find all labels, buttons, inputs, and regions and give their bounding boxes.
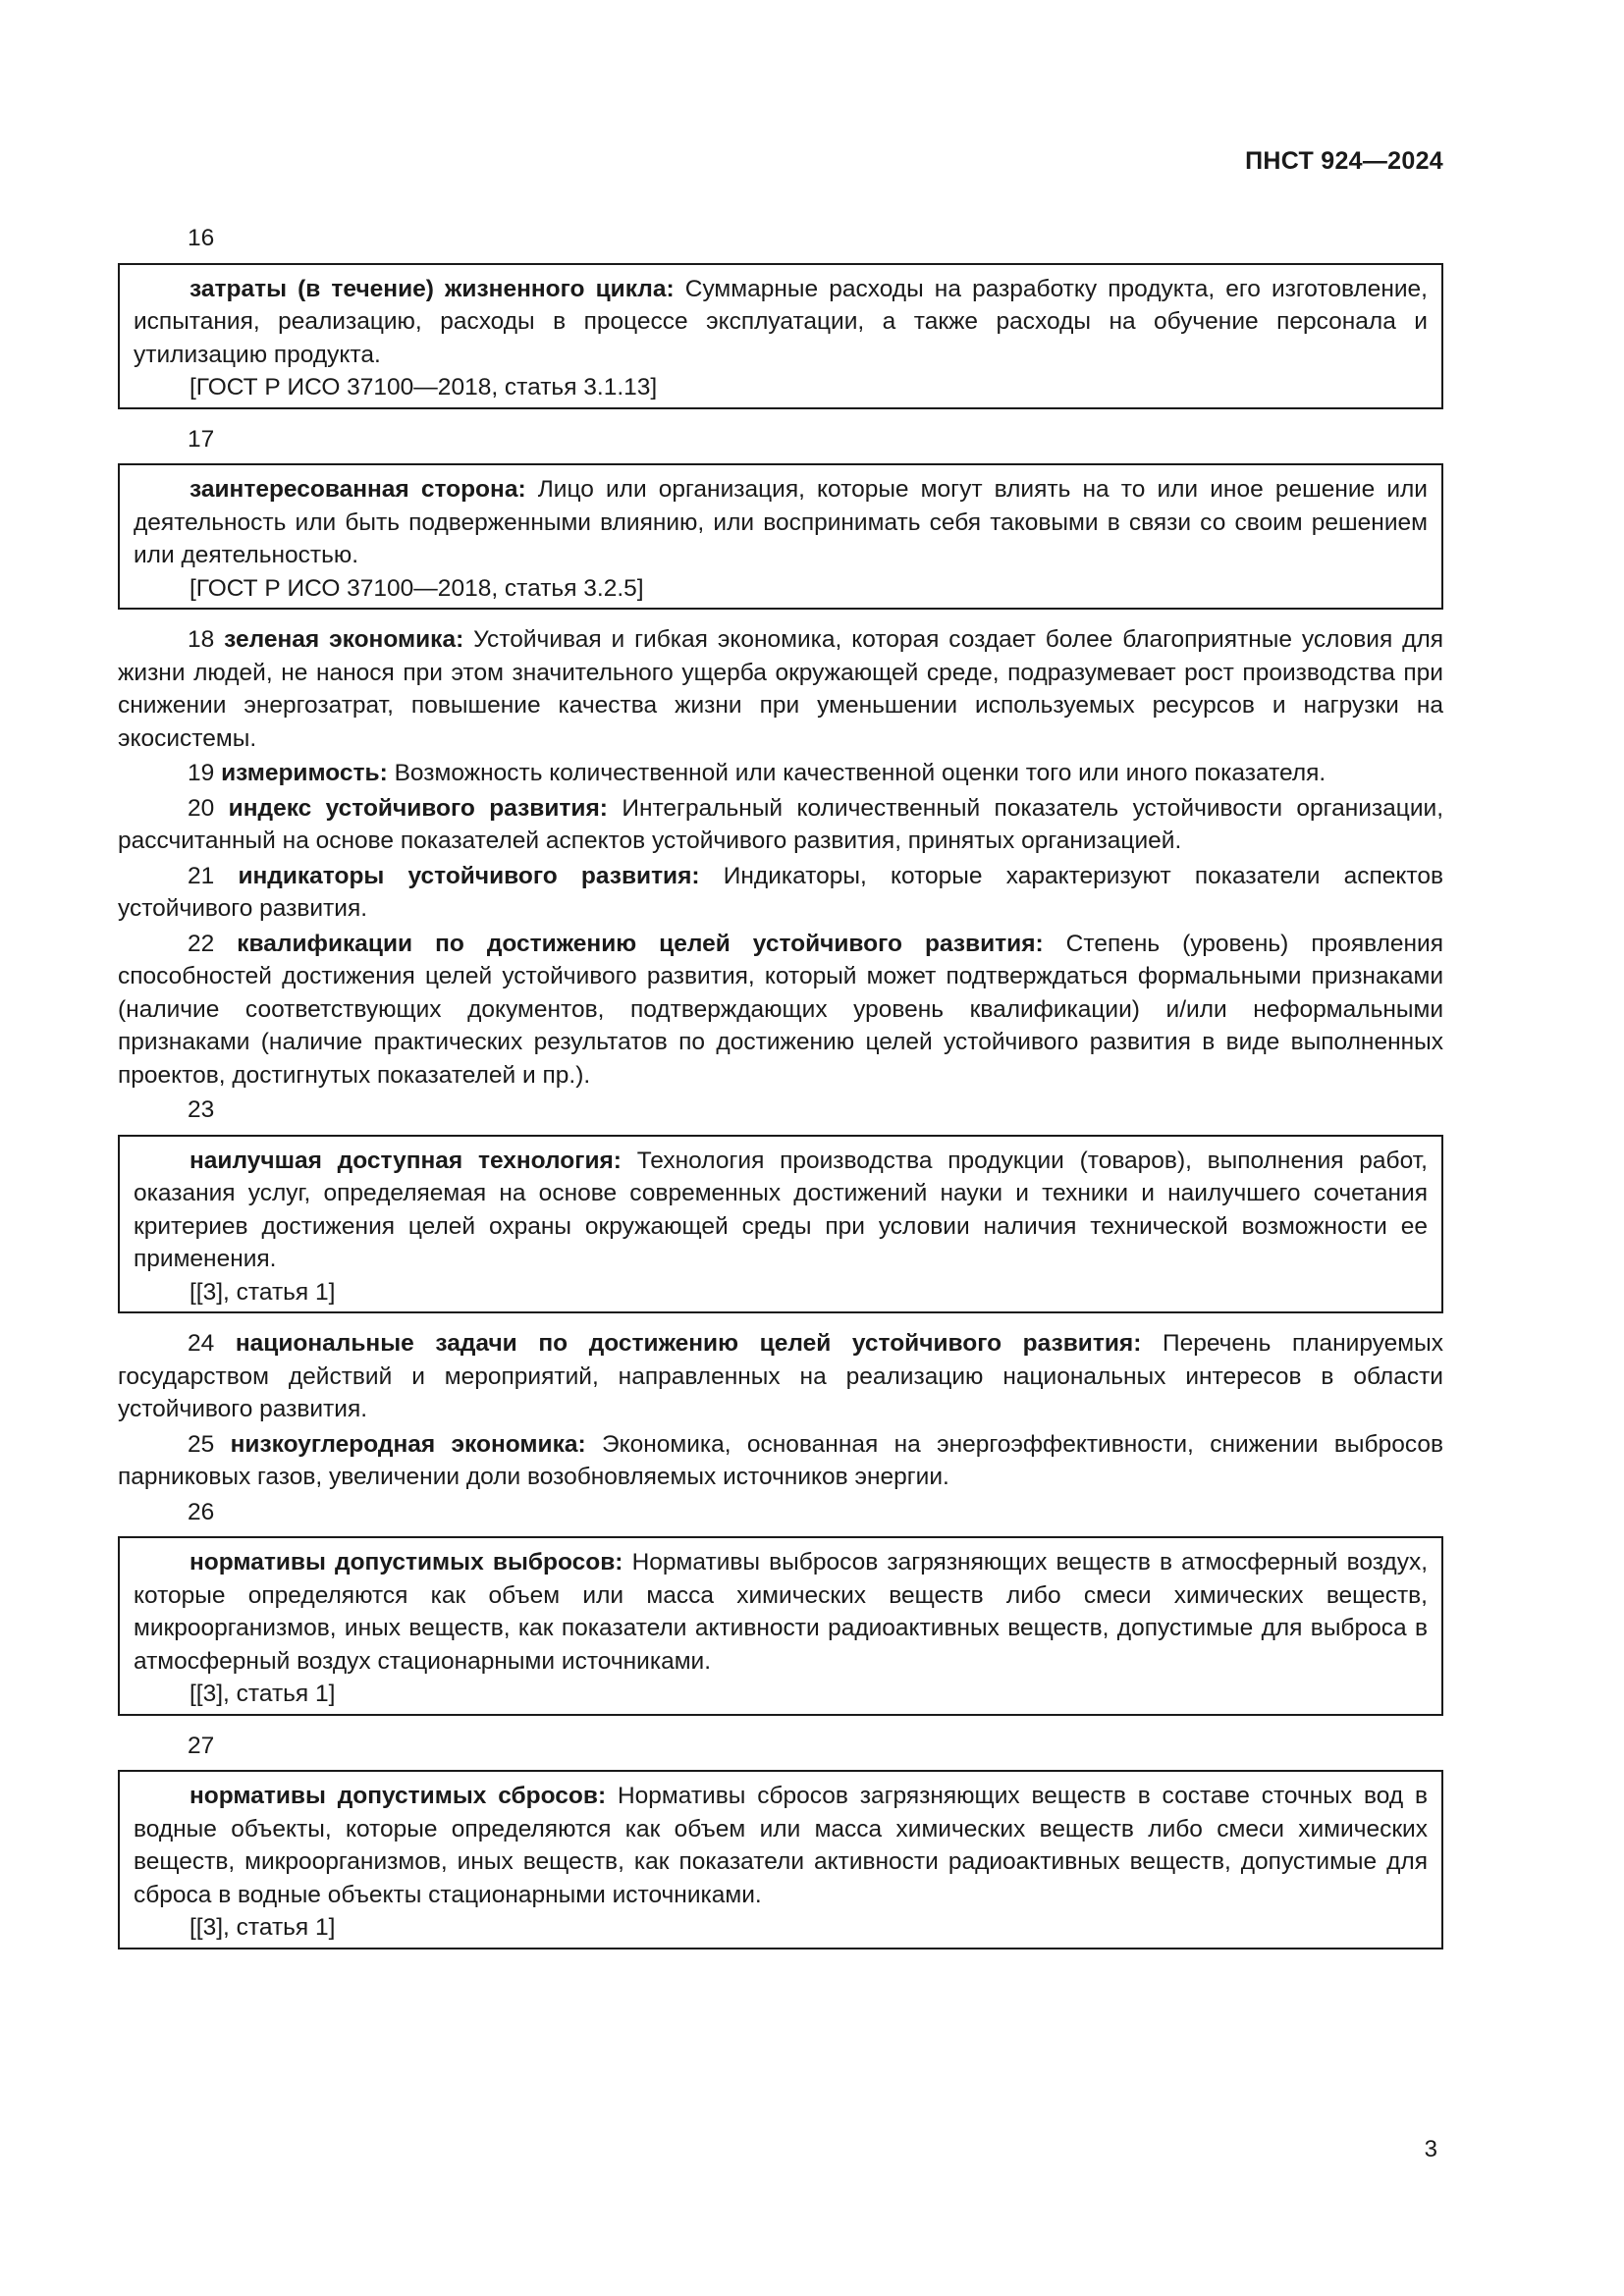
- term: зеленая экономика:: [224, 626, 464, 653]
- definition: Возможность количественной или качественной оценки того или иного показателя.: [387, 760, 1326, 786]
- boxed-term-entry: [118, 463, 1443, 610]
- term-definition: [134, 1145, 1428, 1276]
- term-definition: [134, 473, 1428, 572]
- source-reference: [[3], статья 1]: [189, 1681, 336, 1707]
- entry-number: 25: [188, 1430, 231, 1458]
- term-entry: [118, 623, 1443, 755]
- definition: Индикаторы, которые характеризуют показатели аспектов устойчивого развития.: [118, 862, 1443, 922]
- definition: Экономика, основанная на энергоэффективности, снижении выбросов парниковых газов, увеличении доли возобновляемых источников энергии.: [118, 1430, 1443, 1490]
- term-definition: [134, 273, 1428, 372]
- term: заинтересованная сторона:: [189, 476, 526, 503]
- definition: Нормативы сбросов загрязняющих веществ в составе сточных вод в водные объекты, которые определяются как объем или масса химических веществ либо смеси химических веществ, микроорганизмов, иных веществ, как показатели активности радиоактивных веществ, допустимые для сброса в водные объекты стационарными источниками.: [134, 1783, 1428, 1908]
- term: нормативы допустимых сбросов:: [189, 1783, 607, 1809]
- entry-number: 18: [188, 626, 225, 653]
- definition: Интегральный количественный показатель устойчивости организации, рассчитанный на основе показателей аспектов устойчивого развития, принятых организацией.: [118, 794, 1443, 854]
- definition: Нормативы выбросов загрязняющих веществ в атмосферный воздух, которые определяются как объем или масса химических веществ либо смеси химических веществ, микроорганизмов, иных веществ, как показатели активности радиоактивных веществ, допустимые для выброса в атмосферный воздух стационарными источниками.: [134, 1549, 1428, 1675]
- term: затраты (в течение) жизненного цикла:: [189, 275, 675, 302]
- definition: Лицо или организация, которые могут влиять на то или иное решение или деятельность или быть подверженными влиянию, или воспринимать себя таковыми в связи со своим решением или деятельностью.: [134, 476, 1428, 568]
- entry-number: 16: [188, 225, 215, 251]
- entry-number: 21: [188, 862, 239, 889]
- source-reference: [[3], статья 1]: [189, 1278, 336, 1306]
- source-reference: [[3], статья 1]: [189, 1914, 336, 1941]
- boxed-term-entry: [118, 1135, 1443, 1314]
- term: национальные задачи по достижению целей устойчивого развития:: [235, 1330, 1142, 1357]
- term: индикаторы устойчивого развития:: [238, 862, 700, 889]
- term: индекс устойчивого развития:: [228, 794, 608, 822]
- source-reference: [ГОСТ Р ИСО 37100—2018, статья 3.1.13]: [189, 374, 658, 400]
- definition: Степень (уровень) проявления способностей достижения целей устойчивого развития, который может подтверждаться формальными признаками (наличие соответствующих документов, подтверждающих уровень квалификации) и/или неформальными признаками (наличие практических результатов по достижению целей устойчивого развития в виде выполненных проектов, достигнутых показателей и пр.).: [118, 930, 1443, 1089]
- term-entry: [118, 757, 1443, 790]
- term: измеримость:: [221, 760, 388, 786]
- entry-number: 24: [188, 1330, 236, 1357]
- entry-number: 22: [188, 930, 238, 957]
- boxed-term-entry: [118, 263, 1443, 409]
- term-definition: [134, 1780, 1428, 1911]
- definition: Устойчивая и гибкая экономика, которая создает более благоприятные условия для жизни людей, не нанося при этом значительного ущерба окружающей среде, подразумевает рост производства при снижении энергозатрат, повышение качества жизни при уменьшении используемых ресурсов и нагрузки на экосистемы.: [118, 626, 1444, 752]
- entry-number: 26: [188, 1498, 215, 1525]
- entry-number: 17: [188, 425, 215, 453]
- term-entry: [118, 928, 1443, 1093]
- boxed-term-entry: [118, 1536, 1443, 1716]
- term: нормативы допустимых выбросов:: [189, 1549, 623, 1575]
- source-reference: [ГОСТ Р ИСО 37100—2018, статья 3.2.5]: [189, 574, 644, 602]
- term: низкоуглеродная экономика:: [230, 1430, 586, 1458]
- term-entry: [118, 1428, 1443, 1494]
- definition: Технология производства продукции (товаров), выполнения работ, оказания услуг, определяемая на основе современных достижений науки и техники и наилучшего сочетания критериев достижения целей охраны окружающей среды при условии наличия технической возможности ее применения.: [134, 1147, 1428, 1272]
- term: наилучшая доступная технология:: [189, 1147, 622, 1174]
- document-designation: ПНСТ 924—2024: [1245, 147, 1443, 175]
- page-number: 3: [1424, 2136, 1437, 2163]
- definition: Перечень планируемых государством действий и мероприятий, направленных на реализацию национальных интересов в области устойчивого развития.: [118, 1330, 1444, 1422]
- definition: Суммарные расходы на разработку продукта, его изготовление, испытания, реализацию, расходы в процессе эксплуатации, а также расходы на обучение персонала и утилизацию продукта.: [134, 275, 1428, 368]
- entry-number: 19: [188, 760, 222, 786]
- boxed-term-entry: [118, 1770, 1443, 1949]
- terms-section: [118, 222, 1443, 1963]
- entry-number: 23: [188, 1096, 215, 1123]
- term: квалификации по достижению целей устойчивого развития:: [237, 930, 1044, 957]
- term-definition: [134, 1546, 1428, 1678]
- entry-number: 20: [188, 794, 229, 822]
- term-entry: [118, 1327, 1443, 1426]
- term-entry: [118, 792, 1443, 858]
- term-entry: [118, 860, 1443, 926]
- entry-number: 27: [188, 1732, 215, 1759]
